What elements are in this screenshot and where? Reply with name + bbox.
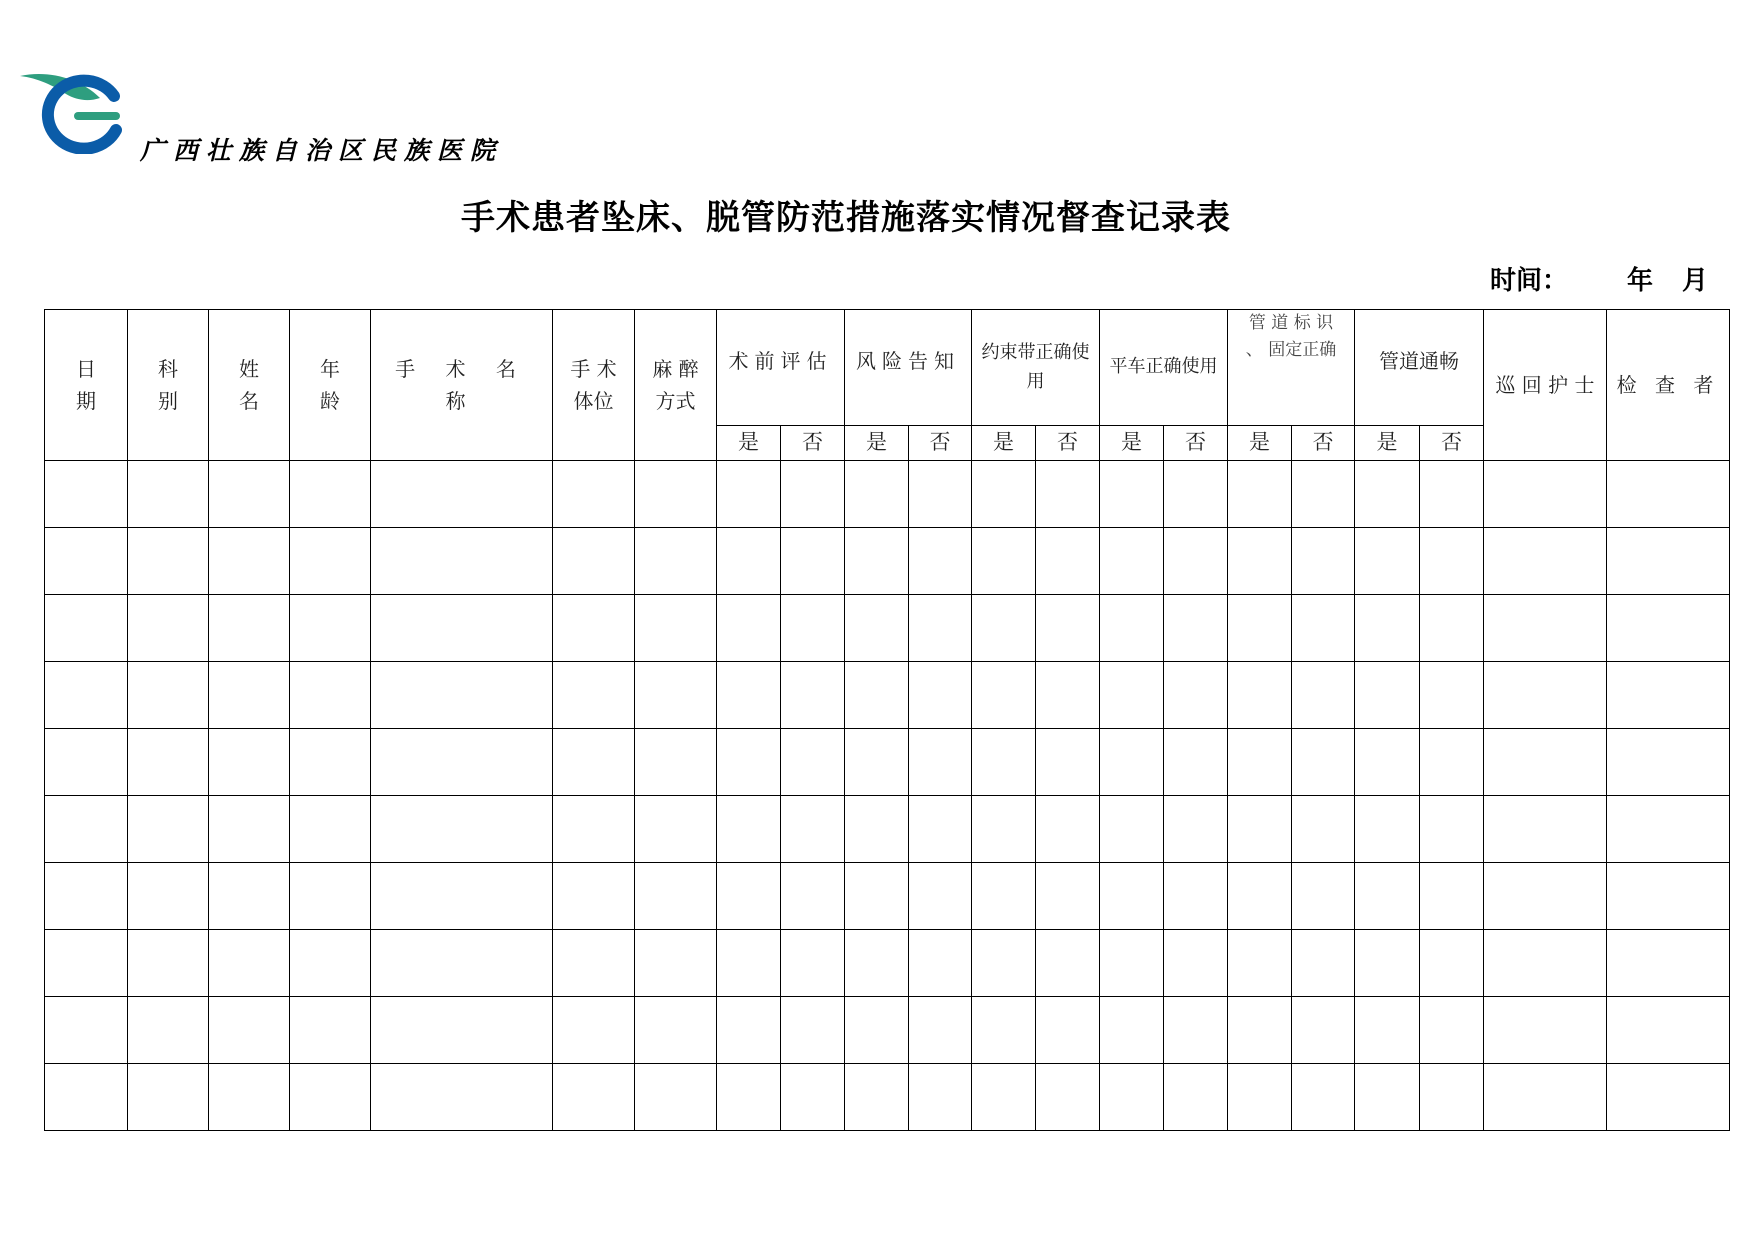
table-cell[interactable]	[972, 862, 1036, 929]
table-cell[interactable]	[1100, 527, 1164, 594]
table-cell[interactable]	[845, 996, 909, 1063]
table-cell[interactable]	[45, 795, 128, 862]
table-cell[interactable]	[1036, 460, 1100, 527]
table-cell[interactable]	[1355, 795, 1420, 862]
table-cell[interactable]	[635, 594, 717, 661]
table-cell[interactable]	[909, 594, 972, 661]
table-cell[interactable]	[781, 728, 845, 795]
table-cell[interactable]	[45, 661, 128, 728]
table-cell[interactable]	[1036, 862, 1100, 929]
table-cell[interactable]	[972, 594, 1036, 661]
table-cell[interactable]	[553, 728, 635, 795]
table-cell[interactable]	[371, 996, 553, 1063]
table-cell[interactable]	[781, 795, 845, 862]
table-cell[interactable]	[128, 460, 209, 527]
table-cell[interactable]	[635, 795, 717, 862]
hospital-logo-icon	[18, 72, 136, 154]
table-cell[interactable]	[717, 527, 781, 594]
table-cell[interactable]	[1100, 728, 1164, 795]
table-cell[interactable]	[909, 728, 972, 795]
subheader-risk-no: 否	[909, 426, 972, 461]
table-cell[interactable]	[1036, 795, 1100, 862]
table-row	[45, 862, 1730, 929]
table-cell[interactable]	[717, 929, 781, 996]
subheader-restraint-yes: 是	[972, 426, 1036, 461]
table-cell[interactable]	[290, 728, 371, 795]
table-cell[interactable]	[909, 527, 972, 594]
table-cell[interactable]	[1607, 728, 1730, 795]
table-cell[interactable]	[128, 527, 209, 594]
table-cell[interactable]	[45, 728, 128, 795]
col-header-dept: 科别	[128, 310, 209, 461]
table-cell[interactable]	[717, 996, 781, 1063]
table-cell[interactable]	[209, 996, 290, 1063]
table-cell[interactable]	[1607, 1063, 1730, 1130]
table-cell[interactable]	[845, 728, 909, 795]
table-cell[interactable]	[1355, 661, 1420, 728]
table-cell[interactable]	[1036, 527, 1100, 594]
table-cell[interactable]	[128, 661, 209, 728]
table-cell[interactable]	[1420, 728, 1484, 795]
table-cell[interactable]	[909, 661, 972, 728]
table-cell[interactable]	[909, 1063, 972, 1130]
table-cell[interactable]	[290, 795, 371, 862]
table-cell[interactable]	[1164, 795, 1228, 862]
table-cell[interactable]	[290, 1063, 371, 1130]
table-cell[interactable]	[45, 996, 128, 1063]
table-cell[interactable]	[209, 728, 290, 795]
table-cell[interactable]	[1100, 795, 1164, 862]
table-cell[interactable]	[1036, 594, 1100, 661]
table-cell[interactable]	[972, 795, 1036, 862]
table-cell[interactable]	[1420, 661, 1484, 728]
table-cell[interactable]	[1484, 527, 1607, 594]
table-cell[interactable]	[1228, 1063, 1292, 1130]
col-header-name: 姓名	[209, 310, 290, 461]
table-cell[interactable]	[1355, 929, 1420, 996]
table-cell[interactable]	[909, 460, 972, 527]
table-row	[45, 795, 1730, 862]
table-cell[interactable]	[209, 661, 290, 728]
table-cell[interactable]	[1228, 795, 1292, 862]
table-cell[interactable]	[1292, 795, 1355, 862]
table-cell[interactable]	[781, 527, 845, 594]
table-cell[interactable]	[1164, 594, 1228, 661]
table-cell[interactable]	[1484, 1063, 1607, 1130]
table-cell[interactable]	[1228, 929, 1292, 996]
table-cell[interactable]	[972, 527, 1036, 594]
col-header-circulating-nurse: 巡 回 护 士	[1484, 310, 1607, 461]
table-cell[interactable]	[717, 862, 781, 929]
table-cell[interactable]	[635, 661, 717, 728]
table-cell[interactable]	[1607, 929, 1730, 996]
table-cell[interactable]	[128, 1063, 209, 1130]
table-cell[interactable]	[128, 795, 209, 862]
table-cell[interactable]	[1228, 460, 1292, 527]
table-cell[interactable]	[972, 1063, 1036, 1130]
table-cell[interactable]	[1484, 862, 1607, 929]
col-header-tube-label: 管 道 标 识 、 固定正确	[1228, 310, 1355, 426]
time-field[interactable]	[1490, 260, 1709, 297]
table-cell[interactable]	[371, 460, 553, 527]
col-header-preop-assessment: 术前评估	[717, 310, 845, 426]
table-cell[interactable]	[128, 929, 209, 996]
table-cell[interactable]	[1100, 594, 1164, 661]
table-cell[interactable]	[209, 460, 290, 527]
table-cell[interactable]	[209, 929, 290, 996]
table-cell[interactable]	[290, 527, 371, 594]
table-cell[interactable]	[45, 527, 128, 594]
table-cell[interactable]	[1100, 661, 1164, 728]
table-cell[interactable]	[45, 594, 128, 661]
table-cell[interactable]	[290, 862, 371, 929]
table-cell[interactable]	[1355, 996, 1420, 1063]
table-cell[interactable]	[553, 661, 635, 728]
table-cell[interactable]	[128, 862, 209, 929]
table-cell[interactable]	[1164, 460, 1228, 527]
table-cell[interactable]	[717, 594, 781, 661]
table-cell[interactable]	[1100, 1063, 1164, 1130]
table-cell[interactable]	[371, 929, 553, 996]
table-cell[interactable]	[845, 527, 909, 594]
subheader-restraint-no: 否	[1036, 426, 1100, 461]
table-cell[interactable]	[371, 1063, 553, 1130]
table-cell[interactable]	[1036, 728, 1100, 795]
table-cell[interactable]	[1228, 862, 1292, 929]
table-cell[interactable]	[128, 996, 209, 1063]
table-cell[interactable]	[1484, 929, 1607, 996]
table-row	[45, 460, 1730, 527]
time-label: 时间：	[1490, 266, 1569, 296]
table-cell[interactable]	[553, 460, 635, 527]
table-cell[interactable]	[972, 929, 1036, 996]
table-cell[interactable]	[209, 527, 290, 594]
table-cell[interactable]	[909, 862, 972, 929]
table-cell[interactable]	[1420, 996, 1484, 1063]
subheader-preop-yes: 是	[717, 426, 781, 461]
table-cell[interactable]	[1607, 527, 1730, 594]
table-cell[interactable]	[371, 661, 553, 728]
table-cell[interactable]	[1607, 594, 1730, 661]
col-header-risk-notice: 风险告知	[845, 310, 972, 426]
col-header-tube-patency: 管道通畅	[1355, 310, 1484, 426]
table-cell[interactable]	[45, 862, 128, 929]
table-cell[interactable]	[1100, 862, 1164, 929]
table-cell[interactable]	[1484, 728, 1607, 795]
subheader-cart-yes: 是	[1100, 426, 1164, 461]
table-cell[interactable]	[1292, 661, 1355, 728]
table-cell[interactable]	[209, 1063, 290, 1130]
table-cell[interactable]	[371, 728, 553, 795]
table-cell[interactable]	[1164, 661, 1228, 728]
table-cell[interactable]	[1164, 996, 1228, 1063]
year-label: 年	[1627, 266, 1654, 296]
table-cell[interactable]	[1164, 527, 1228, 594]
table-cell[interactable]	[845, 460, 909, 527]
table-cell[interactable]	[717, 728, 781, 795]
table-cell[interactable]	[1292, 862, 1355, 929]
table-cell[interactable]	[1355, 862, 1420, 929]
table-row	[45, 929, 1730, 996]
table-row	[45, 661, 1730, 728]
table-cell[interactable]	[845, 661, 909, 728]
table-cell[interactable]	[1355, 460, 1420, 527]
table-cell[interactable]	[909, 929, 972, 996]
table-cell[interactable]	[1484, 594, 1607, 661]
inspection-record-table	[44, 309, 1730, 1131]
table-cell[interactable]	[781, 1063, 845, 1130]
col-header-age: 年龄	[290, 310, 371, 461]
table-cell[interactable]	[290, 661, 371, 728]
table-cell[interactable]	[635, 862, 717, 929]
table-cell[interactable]	[553, 929, 635, 996]
table-cell[interactable]	[1164, 728, 1228, 795]
subheader-tube-label-yes: 是	[1228, 426, 1292, 461]
table-row	[45, 527, 1730, 594]
table-cell[interactable]	[972, 728, 1036, 795]
table-cell[interactable]	[972, 996, 1036, 1063]
table-cell[interactable]	[371, 594, 553, 661]
table-cell[interactable]	[371, 527, 553, 594]
table-cell[interactable]	[128, 728, 209, 795]
table-cell[interactable]	[1607, 996, 1730, 1063]
table-cell[interactable]	[845, 929, 909, 996]
table-cell[interactable]	[1036, 661, 1100, 728]
table-cell[interactable]	[209, 594, 290, 661]
table-cell[interactable]	[781, 661, 845, 728]
table-cell[interactable]	[1228, 661, 1292, 728]
table-cell[interactable]	[290, 996, 371, 1063]
table-cell[interactable]	[1164, 929, 1228, 996]
table-cell[interactable]	[717, 795, 781, 862]
table-cell[interactable]	[781, 929, 845, 996]
table-cell[interactable]	[1036, 996, 1100, 1063]
table-cell[interactable]	[128, 594, 209, 661]
table-cell[interactable]	[1607, 661, 1730, 728]
col-header-date: 日期	[45, 310, 128, 461]
table-cell[interactable]	[1484, 460, 1607, 527]
table-cell[interactable]	[1100, 929, 1164, 996]
table-cell[interactable]	[1420, 795, 1484, 862]
table-cell[interactable]	[635, 996, 717, 1063]
table-cell[interactable]	[781, 996, 845, 1063]
table-cell[interactable]	[45, 1063, 128, 1130]
table-cell[interactable]	[1100, 460, 1164, 527]
table-cell[interactable]	[781, 862, 845, 929]
table-cell[interactable]	[1355, 594, 1420, 661]
table-cell[interactable]	[1036, 1063, 1100, 1130]
table-cell[interactable]	[553, 1063, 635, 1130]
table-cell[interactable]	[1228, 594, 1292, 661]
table-cell[interactable]	[553, 795, 635, 862]
table-cell[interactable]	[845, 862, 909, 929]
table-cell[interactable]	[1484, 996, 1607, 1063]
document-title: 手术患者坠床、脱管防范措施落实情况督查记录表	[461, 198, 1231, 238]
subheader-tube-label-no: 否	[1292, 426, 1355, 461]
table-cell[interactable]	[972, 661, 1036, 728]
table-cell[interactable]	[1228, 527, 1292, 594]
table-cell[interactable]	[371, 862, 553, 929]
table-cell[interactable]	[1292, 996, 1355, 1063]
col-header-anesthesia: 麻 醉 方式	[635, 310, 717, 461]
table-cell[interactable]	[209, 795, 290, 862]
table-cell[interactable]	[635, 527, 717, 594]
table-cell[interactable]	[45, 929, 128, 996]
table-cell[interactable]	[1420, 862, 1484, 929]
table-cell[interactable]	[1607, 795, 1730, 862]
col-header-restraint: 约束带正确使用	[972, 310, 1100, 426]
table-cell[interactable]	[1484, 661, 1607, 728]
month-label: 月	[1682, 266, 1709, 296]
table-cell[interactable]	[1607, 460, 1730, 527]
table-cell[interactable]	[1607, 862, 1730, 929]
col-header-cart: 平车正确使用	[1100, 310, 1228, 426]
table-cell[interactable]	[553, 862, 635, 929]
table-cell[interactable]	[1292, 527, 1355, 594]
table-cell[interactable]	[1355, 728, 1420, 795]
table-cell[interactable]	[845, 594, 909, 661]
table-cell[interactable]	[635, 728, 717, 795]
table-cell[interactable]	[1292, 594, 1355, 661]
table-cell[interactable]	[1292, 929, 1355, 996]
table-row	[45, 728, 1730, 795]
table-cell[interactable]	[781, 460, 845, 527]
table-cell[interactable]	[1420, 527, 1484, 594]
table-cell[interactable]	[909, 996, 972, 1063]
table-cell[interactable]	[209, 862, 290, 929]
col-header-surgery-name: 手 术 名 称	[371, 310, 553, 461]
table-cell[interactable]	[781, 594, 845, 661]
table-cell[interactable]	[553, 527, 635, 594]
table-row	[45, 594, 1730, 661]
table-cell[interactable]	[635, 460, 717, 527]
table-cell[interactable]	[1228, 728, 1292, 795]
table-cell[interactable]	[1355, 1063, 1420, 1130]
table-cell[interactable]	[1164, 862, 1228, 929]
table-cell[interactable]	[635, 1063, 717, 1130]
table-cell[interactable]	[1355, 527, 1420, 594]
table-row	[45, 1063, 1730, 1130]
table-cell[interactable]	[290, 594, 371, 661]
col-header-inspector: 检 查 者	[1607, 310, 1730, 461]
table-row	[45, 996, 1730, 1063]
table-cell[interactable]	[1420, 460, 1484, 527]
col-header-surgery-position: 手 术 体位	[553, 310, 635, 461]
table-cell[interactable]	[290, 460, 371, 527]
hospital-name: 广西壮族自治区民族医院	[140, 136, 504, 165]
table-cell[interactable]	[1484, 795, 1607, 862]
subheader-tube-patency-no: 否	[1420, 426, 1484, 461]
table-cell[interactable]	[1036, 929, 1100, 996]
table-cell[interactable]	[909, 795, 972, 862]
subheader-risk-yes: 是	[845, 426, 909, 461]
table-cell[interactable]	[1100, 996, 1164, 1063]
table-cell[interactable]	[1164, 1063, 1228, 1130]
table-cell[interactable]	[1228, 996, 1292, 1063]
table-cell[interactable]	[845, 1063, 909, 1130]
table-cell[interactable]	[290, 929, 371, 996]
table-cell[interactable]	[845, 795, 909, 862]
table-cell[interactable]	[553, 996, 635, 1063]
table-cell[interactable]	[717, 1063, 781, 1130]
subheader-tube-patency-yes: 是	[1355, 426, 1420, 461]
table-cell[interactable]	[717, 661, 781, 728]
table-cell[interactable]	[1292, 460, 1355, 527]
table-cell[interactable]	[1292, 728, 1355, 795]
table-cell[interactable]	[972, 460, 1036, 527]
table-cell[interactable]	[1420, 929, 1484, 996]
table-cell[interactable]	[635, 929, 717, 996]
table-cell[interactable]	[45, 460, 128, 527]
table-cell[interactable]	[1420, 1063, 1484, 1130]
subheader-cart-no: 否	[1164, 426, 1228, 461]
table-cell[interactable]	[371, 795, 553, 862]
table-cell[interactable]	[1420, 594, 1484, 661]
table-cell[interactable]	[717, 460, 781, 527]
table-cell[interactable]	[553, 594, 635, 661]
table-cell[interactable]	[1292, 1063, 1355, 1130]
subheader-preop-no: 否	[781, 426, 845, 461]
